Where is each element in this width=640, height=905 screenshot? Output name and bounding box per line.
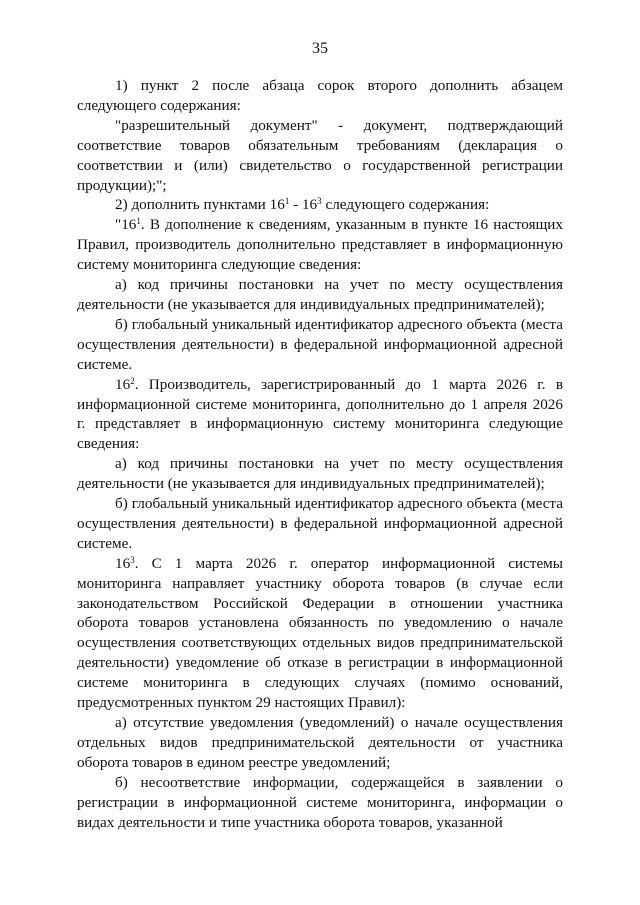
page-number: 35 xyxy=(312,40,328,57)
paragraph-16-1-subitem-a: а) код причины постановки на учет по месту осуществления деятельности (не указывается для индивидуальных предпринимателей); xyxy=(77,276,563,313)
paragraph-amend-item-2: 2) дополнить пунктами $16^1 - 16^3$ следующего содержания: xyxy=(115,196,490,214)
paragraph-permit-definition: "разрешительный документ" - документ, подтверждающий соответствие товаров обязательным требованиям (декларация о соответствии и (или) свидетельство о государственной регистрации продукции);"; xyxy=(77,116,563,194)
document-body xyxy=(77,76,563,832)
paragraph-16-1-subitem-b: б) глобальный уникальный идентификатор адресного объекта (места осуществления деятельности) в федеральной информационной адресной системе. xyxy=(77,315,563,373)
paragraph-16-2-subitem-a: а) код причины постановки на учет по месту осуществления деятельности (не указывается для индивидуальных предпринимателей); xyxy=(77,455,563,493)
paragraph-clause-16-2: $16^2$. Производитель, зарегистрированный до 1 марта 2026 г. в информационной системе мониторинга, дополнительно до 1 апреля 2026 г. представляет в информационную систему мониторинга следующие сведения: xyxy=(77,375,563,453)
paragraph-16-3-subitem-b: б) несоответствие информации, содержащейся в заявлении о регистрации в информационной системе мониторинга, информации о видах деятельности и типе участника оборота товаров, указанной xyxy=(77,773,563,831)
paragraph-16-3-subitem-a: а) отсутствие уведомления (уведомлений) о начале осуществления отдельных видов предпринимательской деятельности от участника оборота товаров в едином реестре уведомлений; xyxy=(77,714,563,771)
paragraph-16-2-subitem-b: б) глобальный уникальный идентификатор адресного объекта (места осуществления деятельности) в федеральной информационной адресной системе. xyxy=(77,495,563,552)
paragraph-clause-16-3: $16^3$. С 1 марта 2026 г. оператор информационной системы мониторинга направляет участнику оборота товаров (в случае если законодательством Российской Федерации в отношении участника оборота товаров установлена обязанность по уведомлению о начале осуществления соответствующих отдельных видов предпринимательской деятельности) уведомление об отказе в регистрации в информационной системе мониторинга в следующих случаях (помимо оснований, предусмотренных пунктом 29 настоящих Правил): xyxy=(77,554,563,712)
paragraph-amend-item-1: 1) пункт 2 после абзаца сорок второго дополнить абзацем следующего содержания: xyxy=(77,77,563,114)
paragraph-clause-16-1: "$16^1$. В дополнение к сведениям, указанным в пункте 16 настоящих Правил, производитель дополнительно представляет в информационную систему мониторинга следующие сведения: xyxy=(77,216,563,274)
